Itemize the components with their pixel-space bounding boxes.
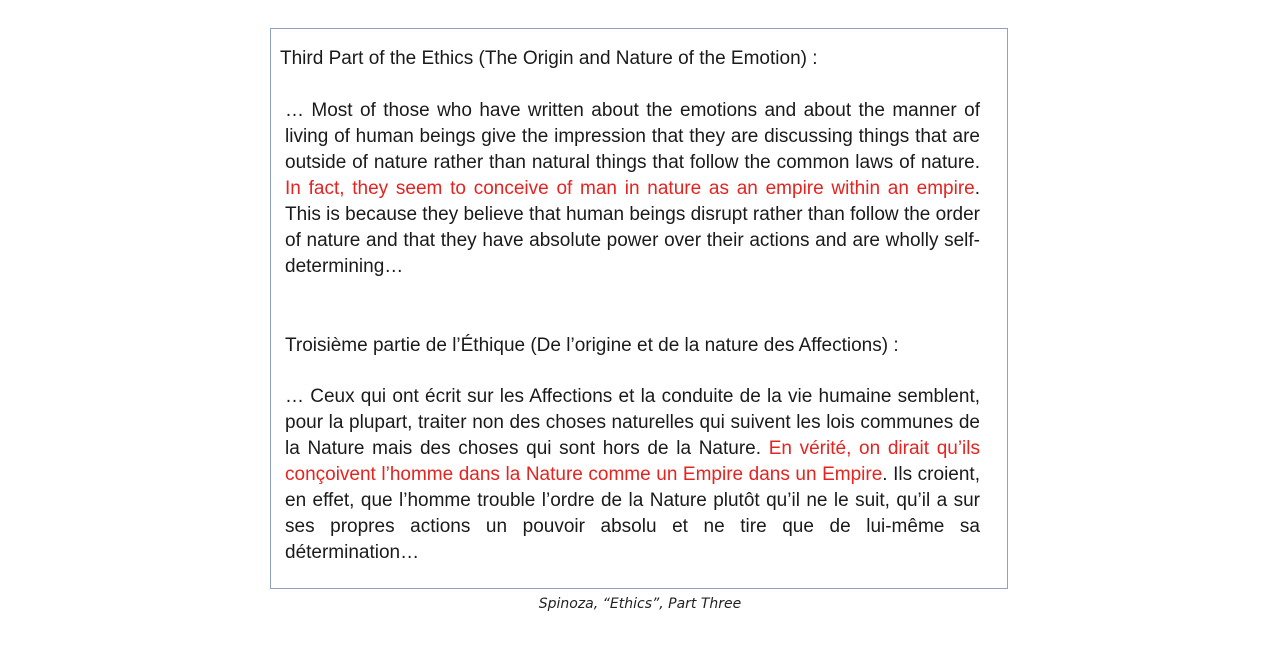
french-text-after: . Ils croient, en effet, que l’homme trouble l’ordre de la Nature plutôt qu’il ne le suit, qu’il a sur ses propres actions un pouvoir absolu et ne tire que de lui-même sa détermination… [285, 464, 980, 563]
french-heading: Troisième partie de l’Éthique (De l’origine et de la nature des Affections) : [285, 335, 899, 356]
french-highlight: En vérité, on dirait qu’ils conçoivent l’homme dans la Nature comme un Empire dans un Empire [285, 438, 980, 485]
english-text-after: . This is because they believe that human beings disrupt rather than follow the order of nature and that they have absolute power over their actions and are wholly self-determining… [285, 178, 980, 277]
caption: Spinoza, “Ethics”, Part Three [538, 596, 742, 612]
quote-box [270, 28, 1008, 589]
french-paragraph [285, 384, 980, 566]
english-highlight: In fact, they seem to conceive of man in nature as an empire within an empire [285, 178, 975, 199]
english-paragraph [285, 98, 980, 280]
english-heading: Third Part of the Ethics (The Origin and Nature of the Emotion) : [280, 48, 818, 69]
english-text-before: … Most of those who have written about the emotions and about the manner of living of human beings give the impression that they are discussing things that are outside of nature rather than natural things that follow the common laws of nature. [285, 100, 980, 173]
french-text-before: … Ceux qui ont écrit sur les Affections et la conduite de la vie humaine semblent, pour la plupart, traiter non des choses naturelles qui suivent les lois communes de la Nature mais des choses qui sont hors de la Nature. [285, 386, 980, 459]
